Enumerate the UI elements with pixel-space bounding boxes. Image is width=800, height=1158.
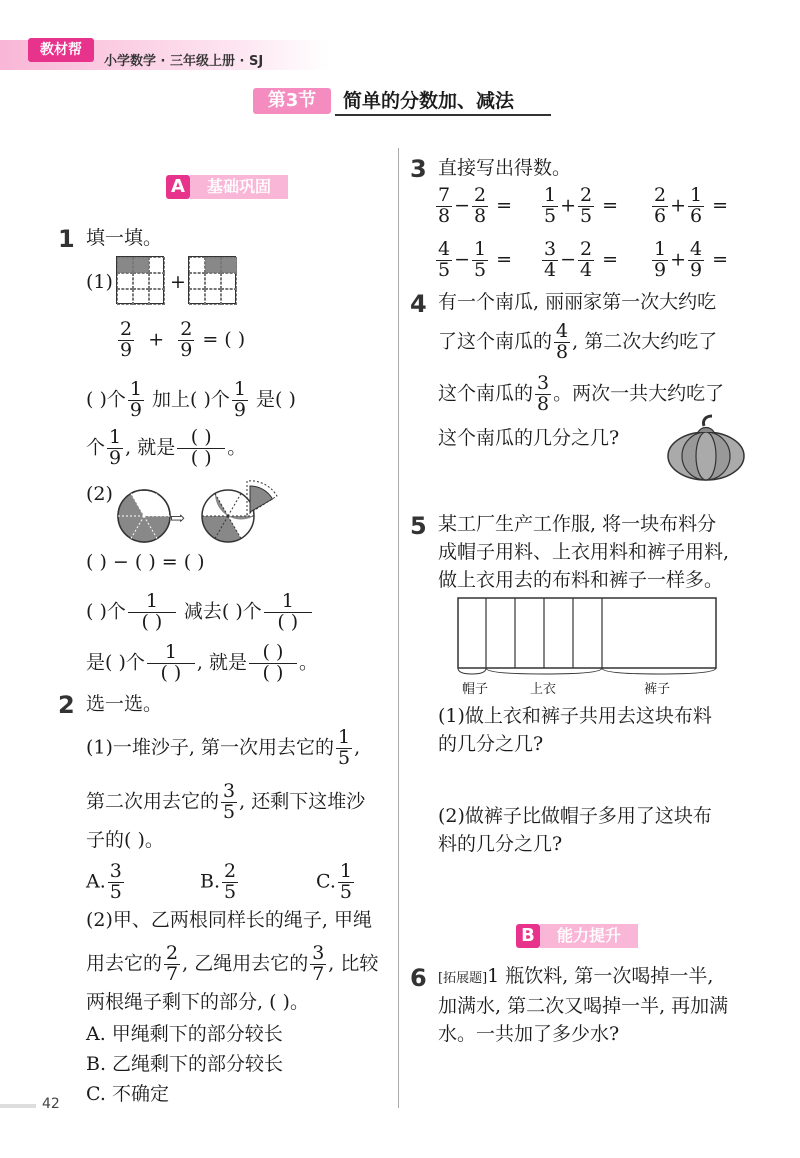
q4-line-4: 这个南瓜的几分之几? <box>438 427 620 449</box>
q2-part1-line3: 子的( )。 <box>86 829 164 851</box>
q3-item-4: $\frac{4}{5}$ − $\frac{1}{5}$ = <box>438 238 513 281</box>
q2-part2-line1: (2)甲、乙两根同样长的绳子, 甲绳 <box>86 909 372 931</box>
pumpkin-icon <box>664 414 748 482</box>
circle-right <box>199 490 254 546</box>
section-a-letter: A <box>166 175 190 199</box>
q2-option-b: B. $\frac{2}{5}$ <box>200 860 237 903</box>
q5-sub1-line1: (1)做上衣和裤子共用去这块布料 <box>438 705 712 727</box>
circle-diagram <box>112 476 292 546</box>
q4-number: 4 <box>410 290 427 318</box>
q2-part1-line1: (1)一堆沙子, 第一次用去它的 $\frac{1}{5}$ , <box>86 726 361 769</box>
series-title: 小学数学 · 三年级上册 · SJ <box>104 54 264 69</box>
q5-line-2: 成帽子用料、上衣用料和裤子用料, <box>438 541 730 563</box>
q6-line-1: [拓展题]1 瓶饮料, 第一次喝掉一半, <box>438 965 714 987</box>
q6-tag: [拓展题] <box>438 971 488 986</box>
q5-sub2-line2: 料的几分之几? <box>438 833 563 855</box>
q1-number: 1 <box>58 225 75 253</box>
q2-option-a: A. $\frac{3}{5}$ <box>86 860 122 903</box>
q5-sub2-line1: (2)做裤子比做帽子多用了这块布 <box>438 805 712 827</box>
q6-number: 6 <box>410 964 427 992</box>
q2-part2-line2: 用去它的 $\frac{2}{7}$ , 乙绳用去它的 $\frac{3}{7}$ , 比较 <box>86 942 379 985</box>
q1-line-2: ( )个 $\frac{1}{9}$ 加上( )个 $\frac{1}{9}$ 是( ) <box>86 378 296 421</box>
section-underline <box>335 114 551 116</box>
q1-equation-1: $\frac{2}{9}$ + $\frac{2}{9}$ = ( ) <box>120 318 246 361</box>
q1-line-4: ( )个 $\frac{1}{( )}$ 减去( )个 $\frac{1}{( )}$ <box>86 592 314 633</box>
q5-sub1-line2: 的几分之几? <box>438 733 544 755</box>
removed-slice <box>247 481 277 515</box>
q2-title: 选一选。 <box>86 693 163 715</box>
q3-item-1: $\frac{7}{8}$ − $\frac{2}{8}$ = <box>438 184 513 227</box>
q5-number: 5 <box>410 512 427 540</box>
section-b-title: 能力提升 <box>540 924 638 948</box>
q1-line-5: 是( )个 $\frac{1}{( )}$ , 就是 $\frac{( )}{( )}$ 。 <box>86 641 318 684</box>
q3-item-5: $\frac{3}{4}$ − $\frac{2}{4}$ = <box>544 238 619 281</box>
fraction-grid-right <box>188 256 236 304</box>
q3-item-3: $\frac{2}{6}$ + $\frac{1}{6}$ = <box>654 184 729 227</box>
section-tag-label: 第3节 <box>267 90 317 111</box>
brand-badge <box>28 38 94 62</box>
q2-part1-line2: 第二次用去它的 $\frac{3}{5}$ , 还剩下这堆沙 <box>86 780 366 823</box>
q2-number: 2 <box>58 691 75 719</box>
q3-title: 直接写出得数。 <box>438 157 572 179</box>
section-tag <box>253 88 331 114</box>
q5-line-1: 某工厂生产工作服, 将一块布料分 <box>438 513 717 535</box>
page-number: 42 <box>42 1096 60 1112</box>
q6-line-2: 加满水, 第二次又喝掉一半, 再加满 <box>438 995 729 1017</box>
q4-line-2: 了这个南瓜的 $\frac{4}{8}$ , 第二次大约吃了 <box>438 320 718 363</box>
column-divider <box>398 148 399 1108</box>
q1-part2-label: (2) <box>86 483 113 505</box>
q2-option2-a: A. 甲绳剩下的部分较长 <box>86 1023 283 1045</box>
plus-sign: + <box>170 271 186 293</box>
cloth-label-top: 上衣 <box>530 682 557 697</box>
q2-option2-c: C. 不确定 <box>86 1083 169 1105</box>
q2-option2-b: B. 乙绳剩下的部分较长 <box>86 1053 284 1075</box>
brand-label: 教材帮 <box>40 42 82 58</box>
section-a-badge <box>166 175 288 199</box>
fraction-grid-left <box>116 256 164 304</box>
q1-title: 填一填。 <box>86 227 163 249</box>
q1-part1-label: (1) <box>86 271 113 293</box>
q5-line-3: 做上衣用去的布料和裤子一样多。 <box>438 569 724 591</box>
circle-left <box>118 490 170 542</box>
section-title: 简单的分数加、减法 <box>343 90 515 112</box>
q1-line-3: 个 $\frac{1}{9}$ , 就是 $\frac{( )}{( )}$ 。 <box>86 426 247 469</box>
q4-line-3: 这个南瓜的 $\frac{3}{8}$ 。两次一共大约吃了 <box>438 372 725 415</box>
section-a-title: 基础巩固 <box>190 175 288 199</box>
section-b-letter: B <box>516 924 540 948</box>
cloth-diagram <box>450 592 730 676</box>
q2-option-c: C. $\frac{1}{5}$ <box>316 860 352 903</box>
section-heading <box>253 88 553 116</box>
q6-line-3: 水。一共加了多少水? <box>438 1023 620 1045</box>
q3-number: 3 <box>410 155 427 183</box>
section-b-badge <box>516 924 638 948</box>
q1-equation-2: ( ) − ( ) = ( ) <box>86 551 205 573</box>
q2-part2-line3: 两根绳子剩下的部分, ( )。 <box>86 991 309 1013</box>
arrow-icon: ⇨ <box>170 508 186 529</box>
q4-line-1: 有一个南瓜, 丽丽家第一次大约吃 <box>438 291 717 313</box>
cloth-label-hat: 帽子 <box>462 682 489 697</box>
q3-item-2: $\frac{1}{5}$ + $\frac{2}{5}$ = <box>544 184 619 227</box>
q3-item-6: $\frac{1}{9}$ + $\frac{4}{9}$ = <box>654 238 729 281</box>
cloth-label-pants: 裤子 <box>644 682 671 697</box>
footer-bar <box>0 1104 36 1108</box>
